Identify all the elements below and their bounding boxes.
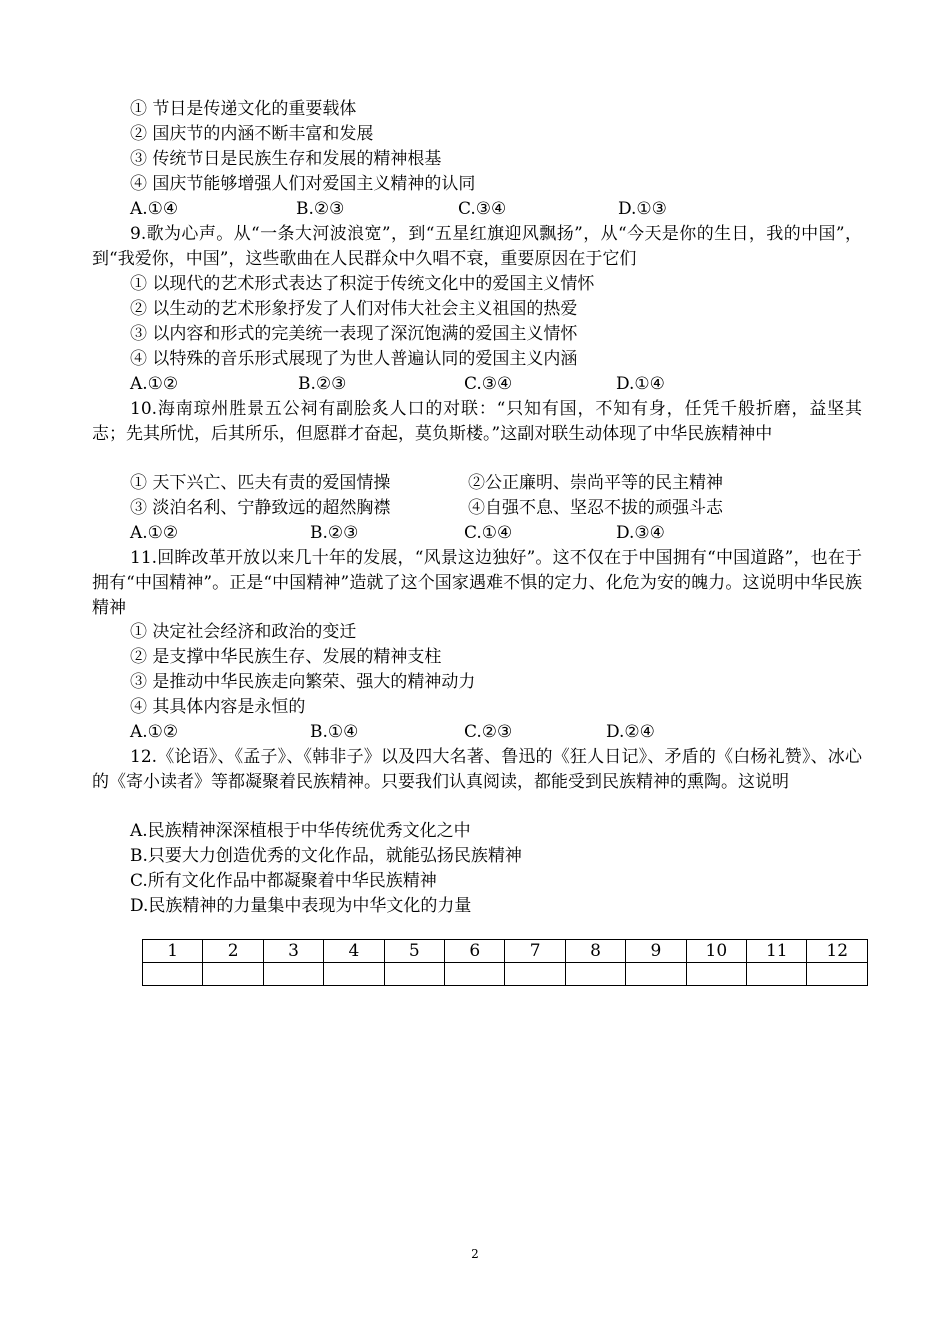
q9-stem: 9.歌为心声。从“一条大河波浪宽”，到“五星红旗迎风飘扬”，从“今天是你的生日，我的中国”，到“我爱你，中国”，这些歌曲在人民群众中久唱不衰，重要原因在于它们 [92,224,862,269]
page-number: 2 [471,1247,479,1261]
answer-table-header-cell: 7 [505,940,565,963]
q8-item-2: ② 国庆节的内涵不断丰富和发展 [130,124,374,144]
answer-blank-cell[interactable] [384,963,444,986]
q9-item-2: ② 以生动的艺术形象抒发了人们对伟大社会主义祖国的热爱 [130,299,578,319]
answer-table-blank-row [143,963,868,986]
q9-item-4: ④ 以特殊的音乐形式展现了为世人普遍认同的爱国主义内涵 [130,349,578,369]
q8-option-b: B.②③ [296,199,345,219]
q9-option-b: B.②③ [298,374,347,394]
q11-option-b: B.①④ [310,722,359,742]
answer-blank-cell[interactable] [626,963,686,986]
q10-item-3: ③ 淡泊名利、宁静致远的超然胸襟 [130,498,391,518]
answer-blank-cell[interactable] [505,963,565,986]
answer-blank-cell[interactable] [324,963,384,986]
q11-option-a: A.①② [130,722,179,742]
answer-blank-cell[interactable] [263,963,323,986]
answer-table-header-cell: 3 [263,940,323,963]
answer-table-header-row [143,940,868,963]
q10-option-c: C.①④ [464,523,513,543]
answer-blank-cell[interactable] [143,963,203,986]
q12-option-c: C.所有文化作品中都凝聚着中华民族精神 [130,871,437,891]
q11-stem: 11.回眸改革开放以来几十年的发展，“风景这边独好”。这不仅在于中国拥有“中国道路”，也在于拥有“中国精神”。正是“中国精神”造就了这个国家遇难不惧的定力、化危为安的魄力。这说明中华民族精神 [92,548,862,618]
answer-table-header-cell: 11 [747,940,807,963]
q8-item-3: ③ 传统节日是民族生存和发展的精神根基 [130,149,442,169]
q9-option-a: A.①② [130,374,179,394]
q12-option-b: B.只要大力创造优秀的文化作品，就能弘扬民族精神 [130,846,522,866]
q11-option-d: D.②④ [606,722,655,742]
answer-table-header-cell: 1 [143,940,203,963]
q8-option-a: A.①④ [130,199,179,219]
q9-option-d: D.①④ [616,374,665,394]
q10-item-4: ④自强不息、坚忍不拔的顽强斗志 [468,498,723,518]
q10-stem: 10.海南琼州胜景五公祠有副脍炙人口的对联：“只知有国，不知有身，任凭千般折磨，益坚其志；先其所忧，后其所乐，但愿群才奋起，莫负斯楼。”这副对联生动体现了中华民族精神中 [92,399,862,444]
answer-table-header-cell: 12 [807,940,868,963]
q9-item-1: ① 以现代的艺术形式表达了积淀于传统文化中的爱国主义情怀 [130,274,595,294]
q11-item-1: ① 决定社会经济和政治的变迁 [130,622,357,642]
q12-option-d: D.民族精神的力量集中表现为中华文化的力量 [130,896,472,916]
q8-option-c: C.③④ [458,199,507,219]
answer-table-header-cell: 5 [384,940,444,963]
answer-blank-cell[interactable] [565,963,625,986]
q8-item-4: ④ 国庆节能够增强人们对爱国主义精神的认同 [130,174,476,194]
answer-blank-cell[interactable] [747,963,807,986]
q11-item-3: ③ 是推动中华民族走向繁荣、强大的精神动力 [130,672,476,692]
answer-blank-cell[interactable] [686,963,746,986]
q10-option-a: A.①② [130,523,179,543]
q12-stem: 12.《论语》、《孟子》、《韩非子》以及四大名著、鲁迅的《狂人日记》、矛盾的《白杨礼赞》、冰心的《寄小读者》等都凝聚着民族精神。只要我们认真阅读，都能受到民族精神的熏陶。这说明 [92,747,862,792]
q10-item-1: ① 天下兴亡、匹夫有责的爱国情操 [130,473,391,493]
answer-table-header-cell: 10 [686,940,746,963]
answer-table-header-cell: 9 [626,940,686,963]
q8-item-1: ① 节日是传递文化的重要载体 [130,99,357,119]
answer-table-header-cell: 2 [203,940,263,963]
q9-option-c: C.③④ [464,374,513,394]
q10-option-d: D.③④ [616,523,665,543]
answer-blank-cell[interactable] [445,963,505,986]
answer-table-header-cell: 4 [324,940,384,963]
answer-table-header-cell: 8 [565,940,625,963]
q11-option-c: C.②③ [464,722,513,742]
q10-option-b: B.②③ [310,523,359,543]
answer-table [142,939,868,986]
q8-option-d: D.①③ [618,199,667,219]
q11-item-2: ② 是支撑中华民族生存、发展的精神支柱 [130,647,442,667]
answer-blank-cell[interactable] [807,963,868,986]
q9-item-3: ③ 以内容和形式的完美统一表现了深沉饱满的爱国主义情怀 [130,324,578,344]
answer-table-header-cell: 6 [445,940,505,963]
q11-item-4: ④ 其具体内容是永恒的 [130,697,306,717]
q12-option-a: A.民族精神深深植根于中华传统优秀文化之中 [130,821,471,841]
q10-item-2: ②公正廉明、崇尚平等的民主精神 [468,473,723,493]
answer-blank-cell[interactable] [203,963,263,986]
